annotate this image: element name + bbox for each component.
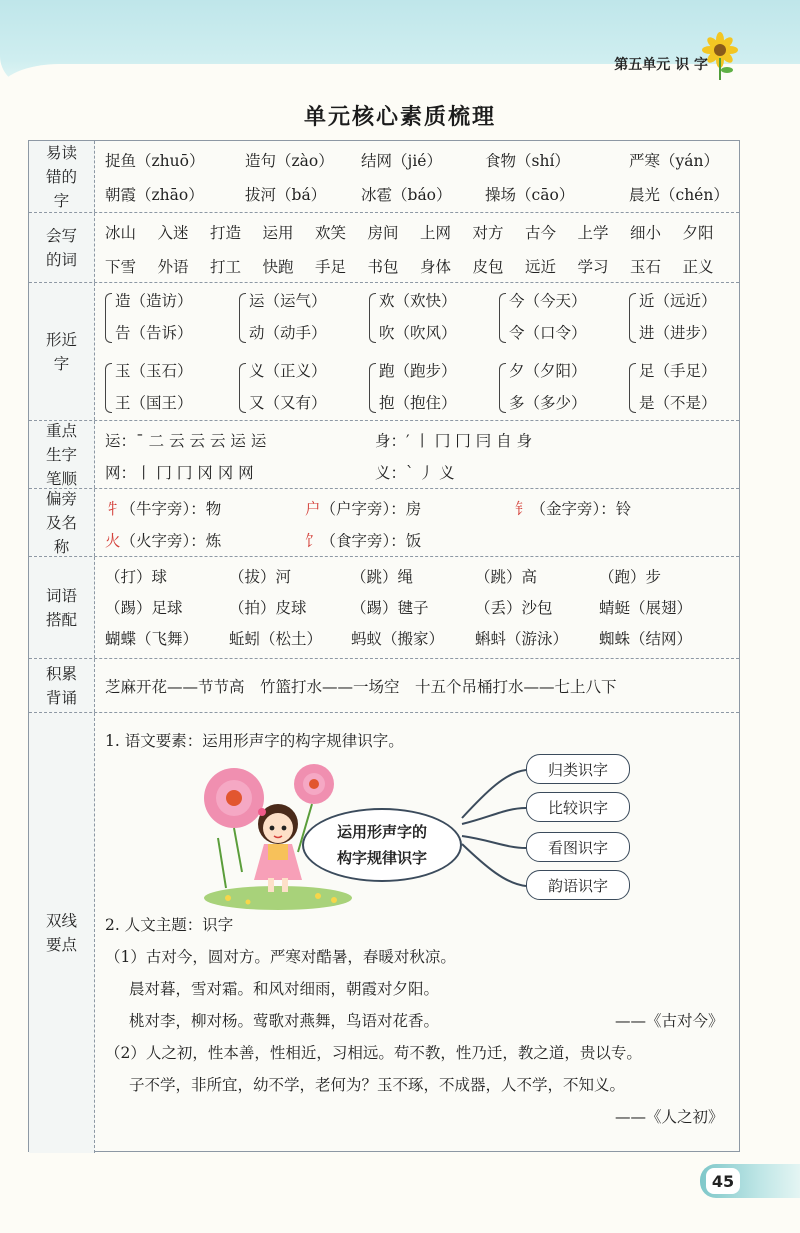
row-content [95,213,739,282]
center-text-2: 构字规律识字 [336,849,427,867]
row-write-words [29,213,739,283]
page-number: 45 [706,1168,740,1194]
row-similar-chars [29,283,739,421]
similar-a: 足（手足） [639,362,717,380]
word: 冰雹 [361,186,393,204]
word-item: 身体 [420,258,452,276]
collocation-item: （丢）沙包 [475,599,553,617]
word: 朝霞 [105,186,137,204]
similar-a: 欢（欢快） [379,292,457,310]
word-item: 欢笑 [315,224,347,242]
row-content [95,421,739,488]
pinyin: （yán） [660,152,719,170]
word-item: 打造 [210,224,242,242]
pinyin: （báo） [392,186,452,204]
similar-pair [499,359,619,419]
row-content [95,489,739,556]
word: 结网 [361,152,393,170]
pinyin: （cāo） [516,186,575,204]
word: 捉鱼 [105,152,137,170]
brace-icon [239,363,246,413]
radical-item [105,497,221,519]
pinyin-item [105,149,204,171]
page-title: 单元核心素质梳理 [303,105,496,130]
word-item: 皮包 [472,258,504,276]
row-content [95,283,739,420]
row-content [95,659,739,712]
radical-name: （户字旁）：房 [320,500,422,518]
similar-b: 多（多少） [509,394,587,412]
similar-pair [629,289,749,349]
similar-pair [105,289,225,349]
row-collocation [29,557,739,659]
word-item: 外语 [157,258,189,276]
pinyin-item [245,183,326,205]
radical-char: 牜 [105,500,121,518]
brace-icon [369,363,376,413]
brace-icon [105,363,112,413]
similar-pair [105,359,225,419]
summary-table [28,140,740,1152]
collocation-item: （跑）步 [599,568,662,586]
word-item: 打工 [210,258,242,276]
word: 造句 [245,152,277,170]
point-1: 1. 语文要素：运用形声字的构字规律识字。 [105,732,404,750]
row-label: 形近字 [29,283,95,420]
similar-b: 进（进步） [639,324,717,342]
similar-pair [499,289,619,349]
word-item: 古今 [525,224,557,242]
collocation-item: （踢）毽子 [351,599,429,617]
poem1-source: ——《古对今》 [615,1012,724,1030]
word-item: 房间 [367,224,399,242]
pinyin: （chén） [660,186,729,204]
mindmap-pill-1: 归类识字 [526,754,630,784]
similar-pair [239,359,359,419]
collocation-item: （跳）高 [475,568,538,586]
word: 操场 [485,186,517,204]
pinyin-item [485,149,570,171]
similar-pair [369,359,489,419]
similar-pair [629,359,749,419]
pinyin: （bá） [276,186,327,204]
radical-name: （牛字旁）：物 [120,500,222,518]
pinyin: （zhāo） [136,186,204,204]
similar-b: 令（口令） [509,324,587,342]
similar-a: 玉（玉石） [115,362,193,380]
similar-b: 王（国王） [115,394,193,412]
similar-pair [369,289,489,349]
word-item: 夕阳 [682,224,714,242]
collocation-item: （跳）绳 [351,568,414,586]
stroke-shen: 身：′ 丨 冂 冂 冃 自 身 [375,432,533,450]
radical-char: 钅 [515,500,531,518]
poem1-line-2: 晨对暮，雪对霜。和风对细雨，朝霞对夕阳。 [129,980,440,998]
word: 严寒 [629,152,661,170]
similar-pair [239,289,359,349]
word-item: 学习 [577,258,609,276]
similar-a: 近（远近） [639,292,717,310]
brace-icon [629,363,636,413]
unit-label: 第五单元 识 字 [614,57,708,73]
row-label: 重点生字笔顺 [29,421,95,488]
pinyin: （zhuō） [136,152,205,170]
collocation-item: （踢）足球 [105,599,183,617]
collocation-item: 蜻蜓（展翅） [599,599,693,617]
brace-icon [239,293,246,343]
word-item: 快跑 [262,258,294,276]
radical-item [515,497,631,519]
word-item: 上学 [577,224,609,242]
row-radicals [29,489,739,557]
word-item: 玉石 [630,258,662,276]
pinyin: （zào） [276,152,334,170]
radical-name: （食字旁）：饭 [320,532,422,550]
stroke-wang: 网：丨 冂 冂 冈 冈 网 [105,464,254,482]
poem2-source: ——《人之初》 [615,1108,724,1126]
word-item: 远近 [525,258,557,276]
row-label: 积累背诵 [29,659,95,712]
pinyin-item [629,149,719,171]
collocation-item: （打）球 [105,568,168,586]
word-item: 入迷 [157,224,189,242]
collocation-item: 蝴蝶（飞舞） [105,630,199,648]
center-text-1: 运用形声字的 [336,823,427,841]
word-item: 对方 [472,224,504,242]
row-content [95,557,739,658]
word-item: 运用 [262,224,294,242]
poem2-line-1: （2）人之初，性本善，性相近，习相远。苟不教，性乃迁，教之道，贵以专。 [105,1044,642,1062]
word-item: 上网 [420,224,452,242]
brace-icon [369,293,376,343]
pinyin-item [485,183,574,205]
row-label: 偏旁及名称 [29,489,95,556]
row-stroke-order [29,421,739,489]
word: 食物 [485,152,517,170]
poem1-line-3: 桃对李，柳对杨。莺歌对燕舞，鸟语对花香。 [129,1012,440,1030]
brace-icon [499,293,506,343]
word-item: 细小 [630,224,662,242]
word-item: 冰山 [105,224,137,242]
row-label: 词语搭配 [29,557,95,658]
brace-icon [629,293,636,343]
row-label: 双线要点 [29,713,95,1153]
row-recite [29,659,739,713]
mindmap-pill-2: 比较识字 [526,792,630,822]
pinyin-item [245,149,334,171]
row-hard-read [29,141,739,213]
similar-a: 造（造访） [115,292,193,310]
radical-name: （金字旁）：铃 [530,500,632,518]
pinyin-item [629,183,729,205]
stroke-yun: 运：¯ 二 云 云 云 运 运 [105,432,267,450]
radical-char: 户 [305,500,321,518]
mindmap-center [302,808,462,882]
sunflower-icon [700,30,740,80]
similar-b: 告（告诉） [115,324,193,342]
radical-item [105,529,221,551]
row-label: 易读错的字 [29,141,95,212]
brace-icon [105,293,112,343]
collocation-item: （拔）河 [229,568,292,586]
pinyin: （jié） [392,152,442,170]
poem1-line-1: （1）古对今，圆对方。严寒对酷暑，春暖对秋凉。 [105,948,456,966]
word-item: 下雪 [105,258,137,276]
radical-char: 火 [105,532,121,550]
similar-b: 又（又有） [249,394,327,412]
mindmap-pill-3: 看图识字 [526,832,630,862]
word-item: 手足 [315,258,347,276]
pinyin-item [105,183,204,205]
similar-a: 义（正义） [249,362,327,380]
recite-text: 芝麻开花——节节高 竹篮打水——一场空 十五个吊桶打水——七上八下 [105,678,617,696]
collocation-item: 蚯蚓（松土） [229,630,323,648]
similar-a: 夕（夕阳） [509,362,587,380]
brace-icon [499,363,506,413]
radical-name: （火字旁）：炼 [120,532,222,550]
radical-char: 饣 [305,532,321,550]
mindmap-pill-4: 韵语识字 [526,870,630,900]
similar-a: 跑（跑步） [379,362,457,380]
word-item: 正义 [682,258,714,276]
similar-b: 抱（抱住） [379,394,457,412]
similar-a: 运（运气） [249,292,327,310]
stroke-yi: 义：` 丿 义 [375,464,455,482]
similar-b: 吹（吹风） [379,324,457,342]
collocation-item: 蜘蛛（结网） [599,630,693,648]
similar-b: 是（不是） [639,394,717,412]
pinyin-item [361,149,442,171]
collocation-item: 蝌蚪（游泳） [475,630,569,648]
row-label: 会写的词 [29,213,95,282]
word: 晨光 [629,186,661,204]
collocation-item: 蚂蚁（搬家） [351,630,445,648]
radical-item [305,529,421,551]
similar-b: 动（动手） [249,324,327,342]
row-content [95,141,739,212]
poem2-line-2: 子不学，非所宜，幼不学，老何为？玉不琢，不成器，人不学，不知义。 [129,1076,626,1094]
similar-a: 今（今天） [509,292,587,310]
point-2: 2. 人文主题：识字 [105,916,234,934]
pinyin-item [361,183,452,205]
radical-item [305,497,421,519]
collocation-item: （拍）皮球 [229,599,307,617]
word: 拔河 [245,186,277,204]
pinyin: （shí） [516,152,570,170]
word-item: 书包 [367,258,399,276]
